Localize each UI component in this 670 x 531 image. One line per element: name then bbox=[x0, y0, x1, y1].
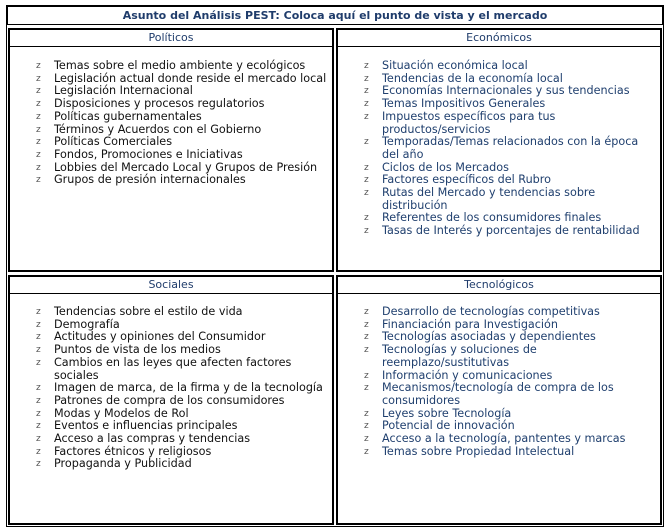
bullet-icon: z bbox=[364, 175, 369, 186]
list-item-text: Referentes de los consumidores finales bbox=[382, 211, 602, 225]
list-item-text: Modas y Modelos de Rol bbox=[54, 406, 189, 420]
list-item-text: Disposiciones y procesos regulatorios bbox=[54, 97, 265, 111]
list-item-text: Temporadas/Temas relacionados con la época del año bbox=[382, 135, 639, 161]
bullet-icon: z bbox=[364, 383, 369, 394]
bullet-icon: z bbox=[36, 446, 41, 457]
list-item-text: Demografía bbox=[54, 317, 120, 331]
list-item bbox=[36, 174, 330, 187]
list-item bbox=[364, 225, 658, 238]
bullet-icon: z bbox=[36, 124, 41, 135]
list-item-text: Ciclos de los Mercados bbox=[382, 160, 509, 174]
list-item-text: Imagen de marca, de la firma y de la tecnología bbox=[54, 381, 323, 395]
bullet-icon: z bbox=[36, 434, 41, 445]
list-item-text: Economías Internacionales y sus tendencias bbox=[382, 84, 630, 98]
quadrant-politicos bbox=[8, 28, 334, 272]
list-item-text: Factores étnicos y religiosos bbox=[54, 444, 212, 458]
list-item-text: Fondos, Promociones e Iniciativas bbox=[54, 147, 243, 161]
list-item-text: Financiación para Investigación bbox=[382, 317, 558, 331]
list-tecnologicos bbox=[364, 306, 658, 458]
bullet-icon: z bbox=[36, 137, 41, 148]
list-item bbox=[364, 136, 658, 161]
bullet-icon: z bbox=[36, 459, 41, 470]
list-item bbox=[364, 344, 658, 369]
list-item-text: Factores específicos del Rubro bbox=[382, 173, 551, 187]
list-item bbox=[36, 458, 330, 471]
list-item-text: Cambios en las leyes que afecten factores sociales bbox=[54, 355, 292, 382]
bullet-icon: z bbox=[364, 408, 369, 419]
bullet-icon: z bbox=[36, 357, 41, 368]
list-item bbox=[36, 357, 330, 382]
list-item-text: Eventos e influencias principales bbox=[54, 419, 238, 433]
list-item-text: Tendencias de la economía local bbox=[382, 71, 563, 85]
list-item-text: Tecnologías asociadas y dependientes bbox=[382, 330, 596, 344]
list-item-text: Políticas Comerciales bbox=[54, 135, 173, 149]
bullet-icon: z bbox=[36, 408, 41, 419]
bullet-icon: z bbox=[36, 73, 41, 84]
bullet-icon: z bbox=[364, 137, 369, 148]
header-politicos: Políticos bbox=[10, 30, 332, 47]
bullet-icon: z bbox=[36, 61, 41, 71]
list-item-text: Rutas del Mercado y tendencias sobre distribución bbox=[382, 186, 596, 212]
bullet-icon: z bbox=[36, 345, 41, 356]
list-item-text: Tecnologías y soluciones de reemplazo/sustitutivas bbox=[382, 343, 537, 369]
list-item-text: Tendencias sobre el estilo de vida bbox=[54, 305, 243, 318]
bullet-icon: z bbox=[36, 332, 41, 343]
bullet-icon: z bbox=[364, 319, 369, 330]
bullet-icon: z bbox=[36, 383, 41, 394]
bullet-icon: z bbox=[364, 345, 369, 356]
list-item-text: Temas Impositivos Generales bbox=[382, 97, 546, 111]
quadrant-sociales bbox=[8, 275, 334, 525]
bullet-icon: z bbox=[36, 162, 41, 173]
list-item-text: Grupos de presión internacionales bbox=[54, 173, 246, 187]
bullet-icon: z bbox=[364, 307, 369, 317]
bullet-icon: z bbox=[36, 421, 41, 432]
bullet-icon: z bbox=[36, 319, 41, 330]
list-item-text: Lobbies del Mercado Local y Grupos de Presión bbox=[54, 160, 318, 174]
bullet-icon: z bbox=[36, 395, 41, 406]
bullet-icon: z bbox=[364, 446, 369, 457]
bullet-icon: z bbox=[364, 370, 369, 381]
list-item bbox=[364, 111, 658, 136]
list-politicos bbox=[36, 60, 330, 187]
list-item-text: Información y comunicaciones bbox=[382, 368, 553, 382]
list-item-text: Patrones de compra de los consumidores bbox=[54, 393, 285, 407]
bullet-icon: z bbox=[364, 188, 369, 199]
bullet-icon: z bbox=[36, 175, 41, 186]
quadrant-tecnologicos bbox=[336, 275, 662, 525]
list-item bbox=[364, 382, 658, 407]
bullet-icon: z bbox=[364, 332, 369, 343]
list-item-text: Tasas de Interés y porcentajes de rentabilidad bbox=[382, 224, 640, 238]
list-item bbox=[364, 446, 658, 459]
bullet-icon: z bbox=[364, 61, 369, 71]
list-item-text: Legislación actual donde reside el mercado local bbox=[54, 71, 327, 85]
bullet-icon: z bbox=[364, 162, 369, 173]
bullet-icon: z bbox=[36, 86, 41, 97]
list-sociales bbox=[36, 306, 330, 471]
bullet-icon: z bbox=[364, 226, 369, 237]
quadrant-economicos bbox=[336, 28, 662, 272]
list-item-text: Legislación Internacional bbox=[54, 84, 193, 98]
list-economicos bbox=[364, 60, 658, 238]
page-title: Asunto del Análisis PEST: Coloca aquí el punto de vista y el mercado bbox=[7, 6, 663, 25]
bullet-icon: z bbox=[364, 73, 369, 84]
list-item-text: Términos y Acuerdos con el Gobierno bbox=[54, 122, 262, 136]
header-economicos: Económicos bbox=[338, 30, 660, 47]
list-item-text: Acceso a la tecnología, pantentes y marcas bbox=[382, 432, 626, 446]
header-sociales: Sociales bbox=[10, 277, 332, 294]
bullet-icon: z bbox=[36, 111, 41, 122]
list-item-text: Leyes sobre Tecnología bbox=[382, 406, 512, 420]
list-item-text: Temas sobre el medio ambiente y ecológicos bbox=[54, 59, 306, 72]
list-item-text: Puntos de vista de los medios bbox=[54, 343, 221, 357]
list-item-text: Políticas gubernamentales bbox=[54, 109, 202, 123]
bullet-icon: z bbox=[364, 111, 369, 122]
bullet-icon: z bbox=[364, 421, 369, 432]
bullet-icon: z bbox=[364, 86, 369, 97]
header-tecnologicos: Tecnológicos bbox=[338, 277, 660, 294]
list-item-text: Acceso a las compras y tendencias bbox=[54, 432, 251, 446]
list-item-text: Mecanismos/tecnología de compra de los consumidores bbox=[382, 381, 614, 407]
list-item-text: Propaganda y Publicidad bbox=[54, 457, 192, 471]
list-item-text: Potencial de innovación bbox=[382, 419, 515, 433]
list-item bbox=[364, 187, 658, 212]
bullet-icon: z bbox=[36, 149, 41, 160]
bullet-icon: z bbox=[36, 307, 41, 317]
list-item-text: Temas sobre Propiedad Intelectual bbox=[382, 444, 575, 458]
list-item-text: Desarrollo de tecnologías competitivas bbox=[382, 305, 600, 318]
list-item-text: Actitudes y opiniones del Consumidor bbox=[54, 330, 266, 344]
list-item-text: Situación económica local bbox=[382, 59, 528, 72]
bullet-icon: z bbox=[364, 434, 369, 445]
bullet-icon: z bbox=[36, 99, 41, 110]
list-item-text: Impuestos específicos para tus productos/servicios bbox=[382, 109, 556, 136]
bullet-icon: z bbox=[364, 213, 369, 224]
bullet-icon: z bbox=[364, 99, 369, 110]
